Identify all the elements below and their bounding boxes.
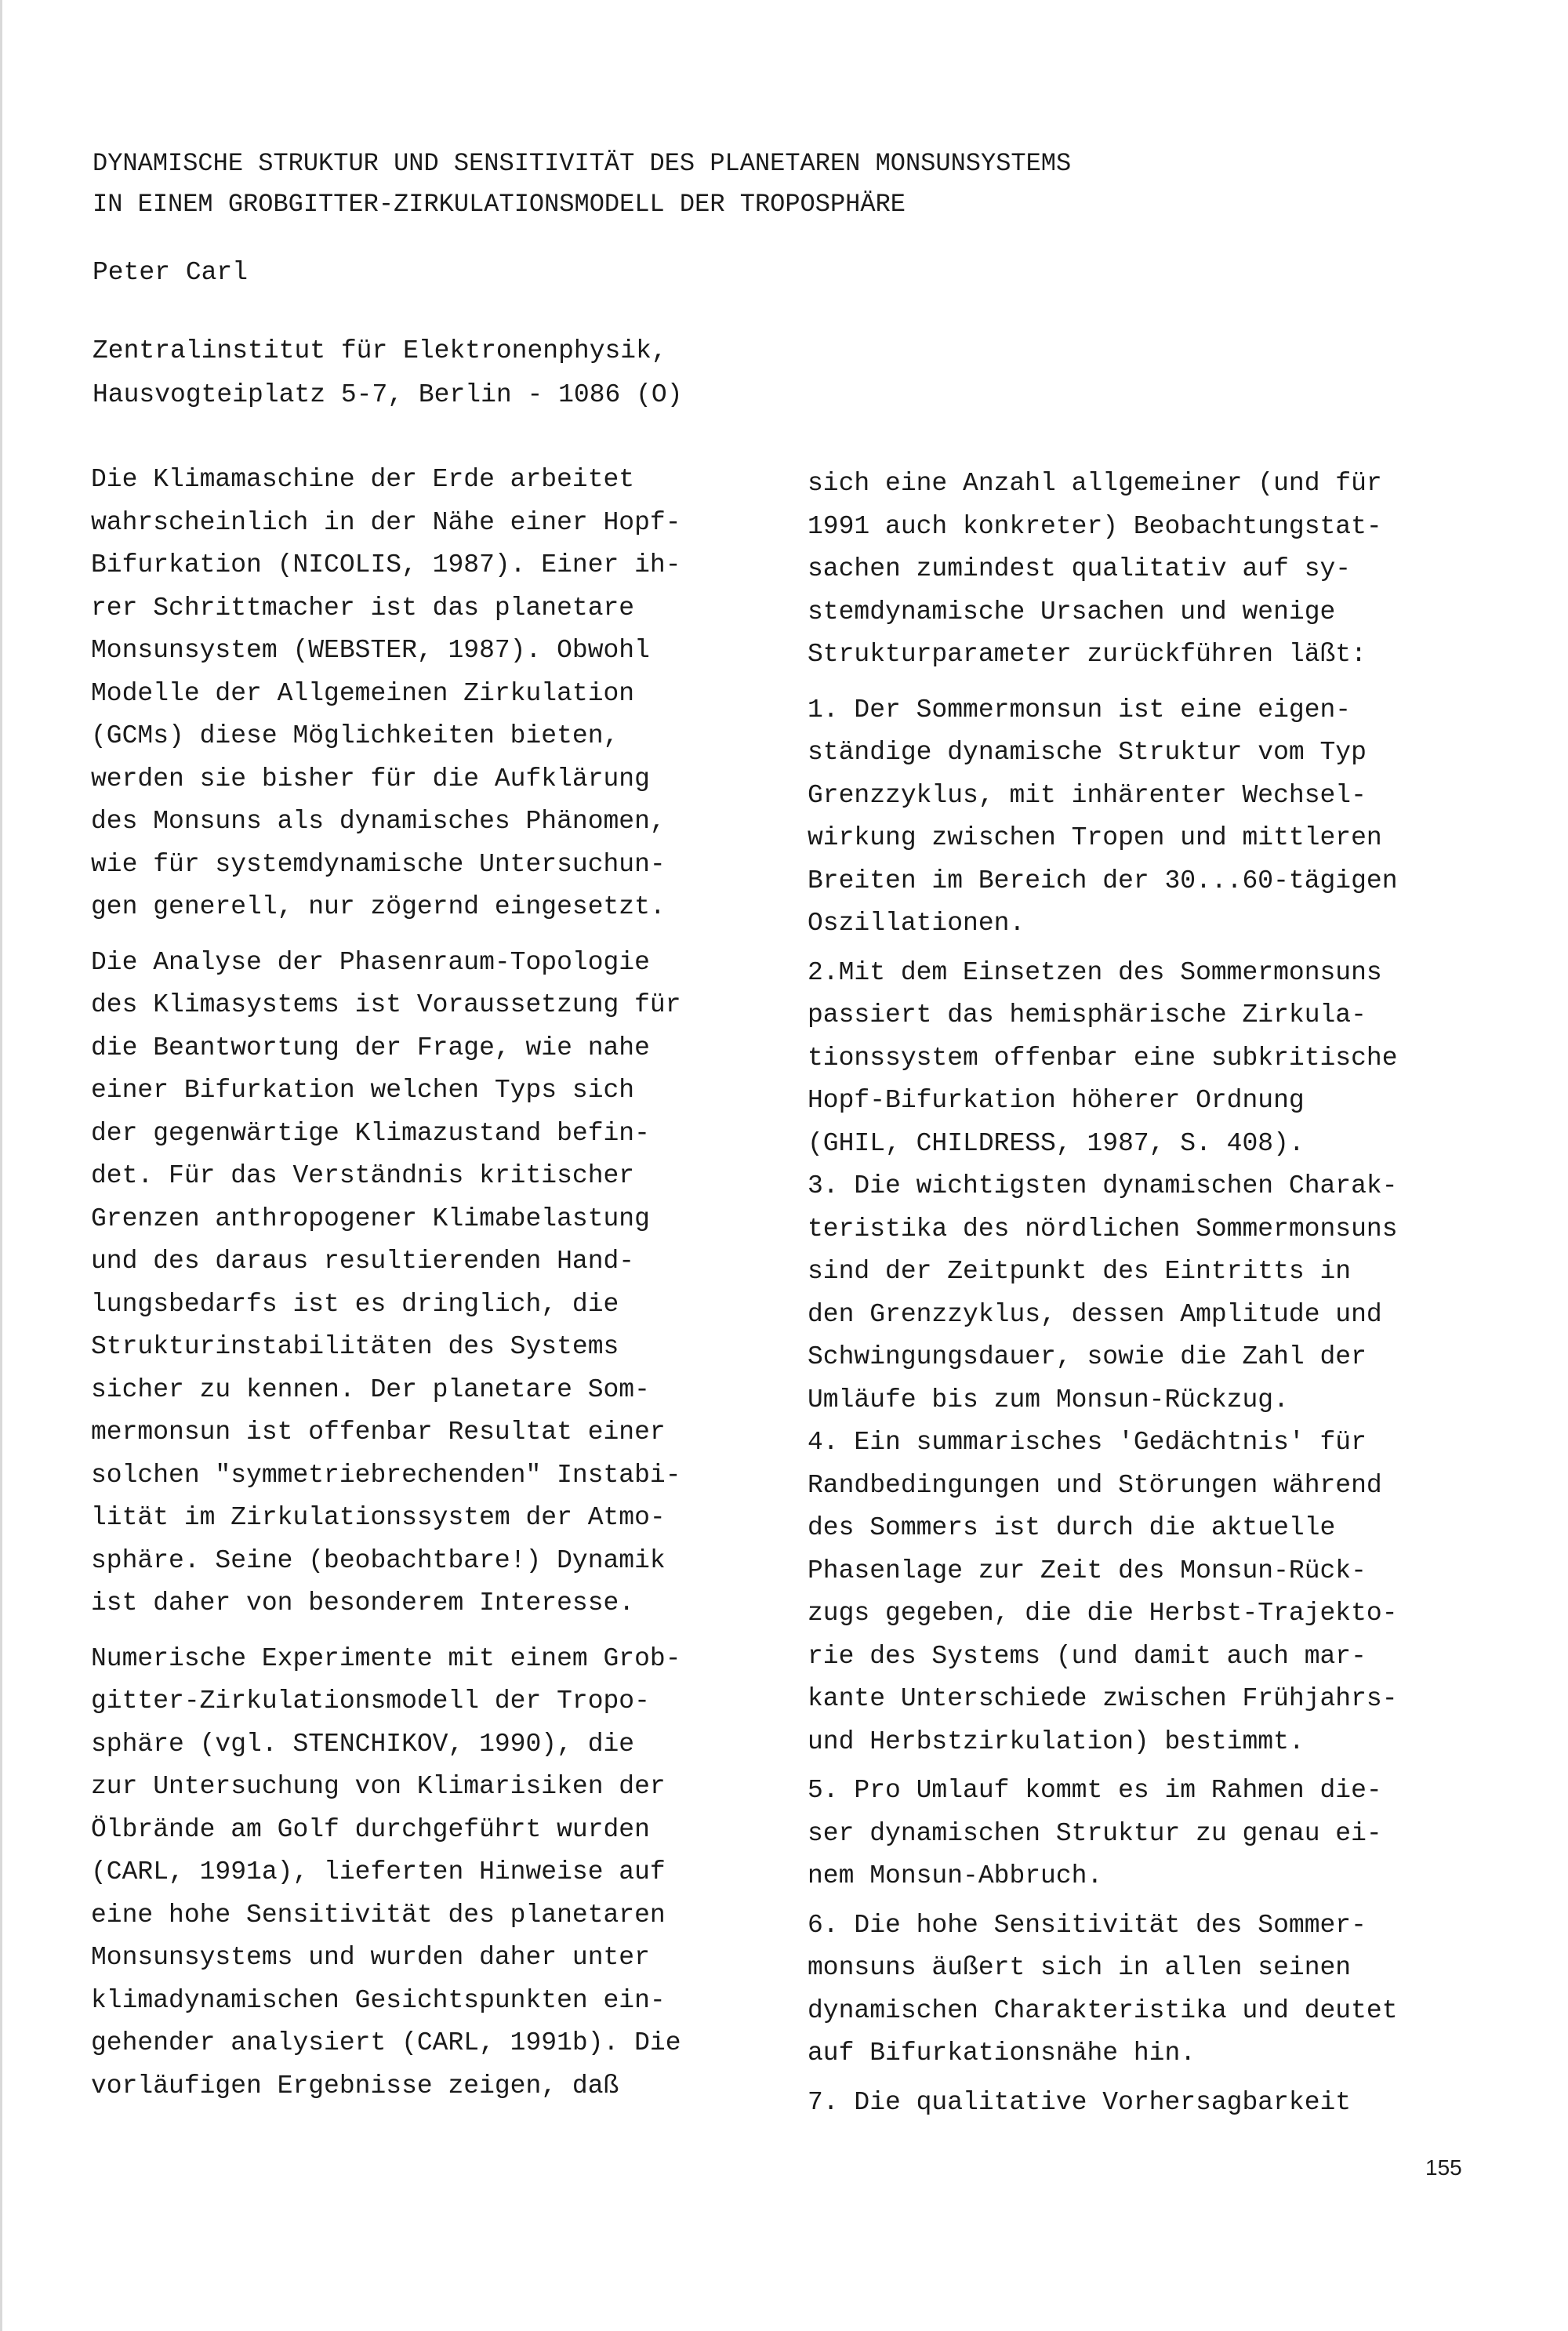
title-line: IN EINEM GROBGITTER-ZIRKULATIONSMODELL DER TROPOSPHÄRE (93, 190, 906, 219)
text-line: 6. Die hohe Sensitivität des Sommer- (808, 1910, 1367, 1940)
text-line: ist daher von besonderem Interesse. (91, 1588, 635, 1618)
paragraph (91, 459, 765, 929)
title-line: DYNAMISCHE STRUKTUR UND SENSITIVITÄT DES PLANETAREN MONSUNSYSTEMS (93, 149, 1072, 178)
affiliation (93, 329, 683, 417)
text-line: dynamischen Charakteristika und deutet (808, 1995, 1398, 2025)
text-line: des Klimasystems ist Voraussetzung für (91, 990, 681, 1019)
text-line: Oszillationen. (808, 909, 1025, 938)
text-line: 1. Der Sommermonsun ist eine eigen- (808, 695, 1352, 724)
text-line: Grenzzyklus, mit inhärenter Wechsel- (808, 780, 1367, 810)
text-line: nem Monsun-Abbruch. (808, 1861, 1103, 1890)
text-line: gen generell, nur zögernd eingesetzt. (91, 892, 666, 921)
text-line: und des daraus resultierenden Hand- (91, 1247, 635, 1276)
text-line: sphäre (vgl. STENCHIKOV, 1990), die (91, 1729, 635, 1759)
text-line: wahrscheinlich in der Nähe einer Hopf- (91, 507, 681, 537)
text-line: stemdynamische Ursachen und wenige (808, 597, 1336, 626)
text-line: zugs gegeben, die die Herbst-Trajekto- (808, 1599, 1398, 1628)
article-title (93, 143, 1316, 225)
numbered-item (808, 689, 1482, 946)
left-column (91, 459, 765, 2108)
text-line: Schwingungsdauer, sowie die Zahl der (808, 1342, 1367, 1371)
text-line: tionssystem offenbar eine subkritische (808, 1043, 1398, 1073)
text-line: rie des Systems (und damit auch mar- (808, 1641, 1367, 1671)
text-line: einer Bifurkation welchen Typs sich (91, 1076, 635, 1105)
numbered-item (808, 1421, 1482, 1763)
text-line: sind der Zeitpunkt des Eintritts in (808, 1257, 1352, 1286)
numbered-item (808, 1904, 1482, 2075)
text-line: ser dynamischen Struktur zu genau ei- (808, 1818, 1382, 1848)
text-line: gehender analysiert (CARL, 1991b). Die (91, 2028, 681, 2057)
text-line: Die Klimamaschine der Erde arbeitet (91, 465, 635, 494)
text-line: auf Bifurkationsnähe hin. (808, 2039, 1196, 2068)
affiliation-line: Hausvogteiplatz 5-7, Berlin - 1086 (O) (93, 380, 683, 409)
text-line: det. Für das Verständnis kritischer (91, 1161, 635, 1190)
paragraph (91, 942, 765, 1625)
text-line: Hopf-Bifurkation höherer Ordnung (808, 1086, 1305, 1115)
page-edge (0, 0, 2, 2331)
paragraph (91, 1638, 765, 2108)
paragraph (808, 463, 1482, 677)
text-line: lungsbedarfs ist es dringlich, die (91, 1289, 619, 1319)
text-line: werden sie bisher für die Aufklärung (91, 764, 650, 793)
text-line: des Monsuns als dynamisches Phänomen, (91, 807, 666, 836)
text-line: kante Unterschiede zwischen Frühjahrs- (808, 1684, 1398, 1713)
text-line: lität im Zirkulationssystem der Atmo- (91, 1503, 666, 1532)
text-line: die Beantwortung der Frage, wie nahe (91, 1033, 650, 1062)
right-column (808, 463, 1482, 2124)
text-line: vorläufigen Ergebnisse zeigen, daß (91, 2071, 619, 2100)
text-line: klimadynamischen Gesichtspunkten ein- (91, 1985, 666, 2015)
text-line: der gegenwärtige Klimazustand befin- (91, 1118, 650, 1148)
text-line: Strukturinstabilitäten des Systems (91, 1332, 619, 1361)
text-line: ständige dynamische Struktur vom Typ (808, 738, 1367, 767)
text-line: wirkung zwischen Tropen und mittleren (808, 823, 1382, 852)
text-line: eine hohe Sensitivität des planetaren (91, 1900, 666, 1930)
page-number: 155 (1425, 2155, 1462, 2180)
text-line: Grenzen anthropogener Klimabelastung (91, 1204, 650, 1233)
text-line: Ölbrände am Golf durchgeführt wurden (91, 1814, 650, 1844)
text-line: 3. Die wichtigsten dynamischen Charak- (808, 1171, 1398, 1200)
text-line: sich eine Anzahl allgemeiner (und für (808, 469, 1382, 498)
text-line: 5. Pro Umlauf kommt es im Rahmen die- (808, 1776, 1382, 1805)
text-line: passiert das hemisphärische Zirkula- (808, 1000, 1367, 1029)
text-line: wie für systemdynamische Untersuchun- (91, 849, 666, 879)
text-line: Monsunsystem (WEBSTER, 1987). Obwohl (91, 636, 650, 665)
text-line: 4. Ein summarisches 'Gedächtnis' für (808, 1428, 1367, 1457)
text-line: Umläufe bis zum Monsun-Rückzug. (808, 1385, 1289, 1414)
numbered-item (808, 1770, 1482, 1898)
text-line: gitter-Zirkulationsmodell der Tropo- (91, 1687, 650, 1716)
text-line: teristika des nördlichen Sommermonsuns (808, 1214, 1398, 1244)
text-line: 7. Die qualitative Vorhersagbarkeit (808, 2087, 1352, 2117)
text-line: Strukturparameter zurückführen läßt: (808, 640, 1367, 669)
text-line: 1991 auch konkreter) Beobachtungstat- (808, 511, 1382, 541)
text-line: Modelle der Allgemeinen Zirkulation (91, 678, 635, 708)
text-line: Die Analyse der Phasenraum-Topologie (91, 947, 650, 977)
text-line: Breiten im Bereich der 30...60-tägigen (808, 866, 1398, 895)
text-line: Randbedingungen und Störungen während (808, 1470, 1382, 1500)
text-line: sphäre. Seine (beobachtbare!) Dynamik (91, 1545, 666, 1575)
text-line: rer Schrittmacher ist das planetare (91, 593, 635, 623)
text-line: 2.Mit dem Einsetzen des Sommermonsuns (808, 957, 1382, 987)
text-line: Phasenlage zur Zeit des Monsun-Rück- (808, 1556, 1367, 1585)
text-line: Bifurkation (NICOLIS, 1987). Einer ih- (91, 550, 681, 579)
text-line: sachen zumindest qualitativ auf sy- (808, 554, 1352, 583)
text-line: solchen "symmetriebrechenden" Instabi- (91, 1460, 681, 1490)
text-line: mermonsun ist offenbar Resultat einer (91, 1418, 666, 1447)
text-line: und Herbstzirkulation) bestimmt. (808, 1726, 1305, 1756)
text-line: des Sommers ist durch die aktuelle (808, 1513, 1336, 1542)
numbered-item (808, 2082, 1482, 2125)
text-line: (GHIL, CHILDRESS, 1987, S. 408). (808, 1128, 1305, 1158)
text-line: sicher zu kennen. Der planetare Som- (91, 1374, 650, 1404)
text-line: monsuns äußert sich in allen seinen (808, 1953, 1352, 1982)
text-line: Monsunsystems und wurden daher unter (91, 1943, 650, 1972)
author-name: Peter Carl (93, 258, 249, 287)
affiliation-line: Zentralinstitut für Elektronenphysik, (93, 336, 667, 365)
text-line: (CARL, 1991a), lieferten Hinweise auf (91, 1857, 666, 1886)
text-line: Numerische Experimente mit einem Grob- (91, 1643, 681, 1673)
text-line: den Grenzzyklus, dessen Amplitude und (808, 1299, 1382, 1329)
numbered-item (808, 1165, 1482, 1421)
text-line: zur Untersuchung von Klimarisiken der (91, 1772, 666, 1801)
numbered-item (808, 952, 1482, 1166)
text-line: (GCMs) diese Möglichkeiten bieten, (91, 721, 619, 750)
